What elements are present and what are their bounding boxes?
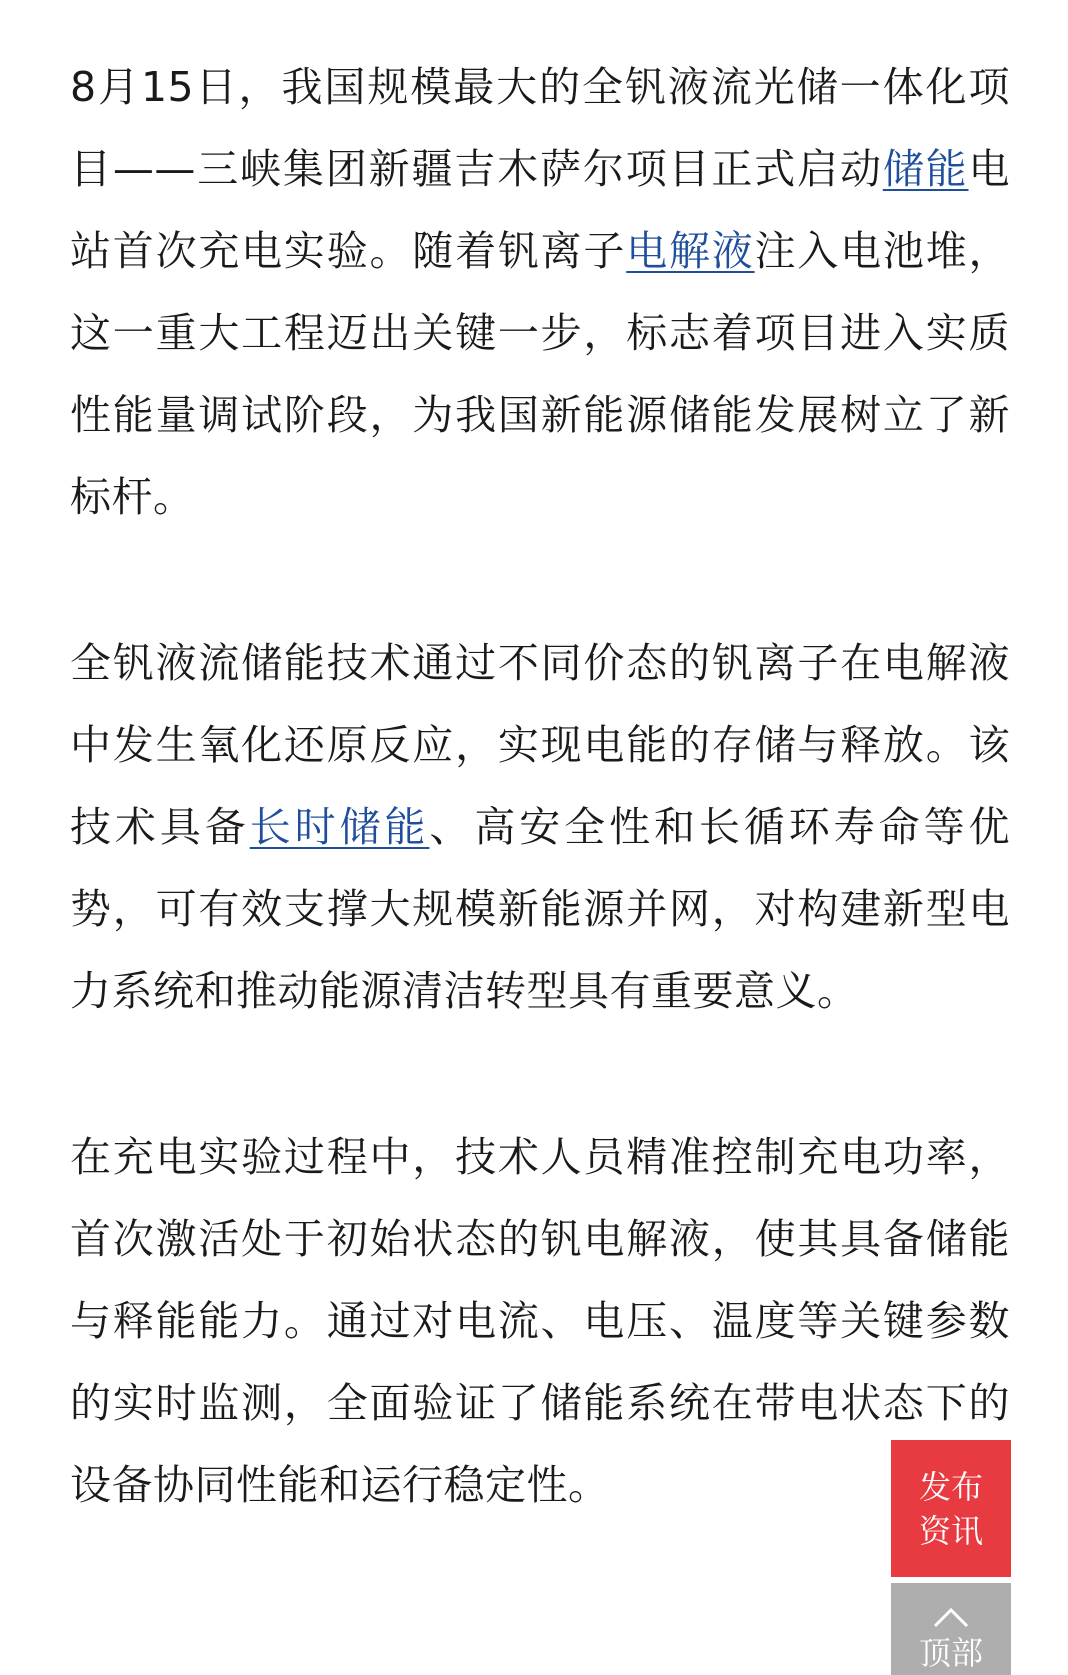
paragraph-2-text-b: 、高安全性和长循环寿命等优势，可有效支撑大规模新能源并网，对构建新型电力系统和推动能源清洁转型具有重要意义。 [70, 803, 1011, 1015]
paragraph-2 [70, 622, 1010, 1032]
paragraph-1-text-b: 电站首次充电实验。随着钒离子 [70, 145, 1011, 275]
link-electrolyte[interactable]: 电解液 [626, 227, 755, 275]
chevron-up-icon [932, 1605, 970, 1629]
paragraph-1 [70, 46, 1010, 538]
paragraph-1-text-a: 8月15日，我国规模最大的全钒液流光储一体化项目——三峡集团新疆吉木萨尔项目正式启动 [70, 63, 1010, 193]
publish-news-label: 发布资讯 [918, 1467, 983, 1550]
paragraph-1-text-c: 注入电池堆，这一重大工程迈出关键一步，标志着项目进入实质性能量调试阶段，为我国新能源储能发展树立了新标杆。 [70, 227, 1011, 521]
back-to-top-button[interactable] [891, 1583, 1011, 1675]
link-energy-storage[interactable]: 储能 [882, 145, 969, 193]
paragraph-2-text-a: 全钒液流储能技术通过不同价态的钒离子在电解液中发生氧化还原反应，实现电能的存储与释放。该技术具备 [70, 639, 1010, 851]
article-body [70, 46, 1010, 1610]
paragraph-3 [70, 1116, 1010, 1526]
back-to-top-label: 顶部 [918, 1634, 983, 1672]
link-long-duration-storage[interactable]: 长时储能 [249, 803, 430, 851]
publish-news-button[interactable] [891, 1440, 1011, 1577]
paragraph-3-text: 在充电实验过程中，技术人员精准控制充电功率，首次激活处于初始状态的钒电解液，使其具备储能与释能能力。通过对电流、电压、温度等关键参数的实时监测，全面验证了储能系统在带电状态下的设备协同性能和运行稳定性。 [70, 1133, 1010, 1509]
